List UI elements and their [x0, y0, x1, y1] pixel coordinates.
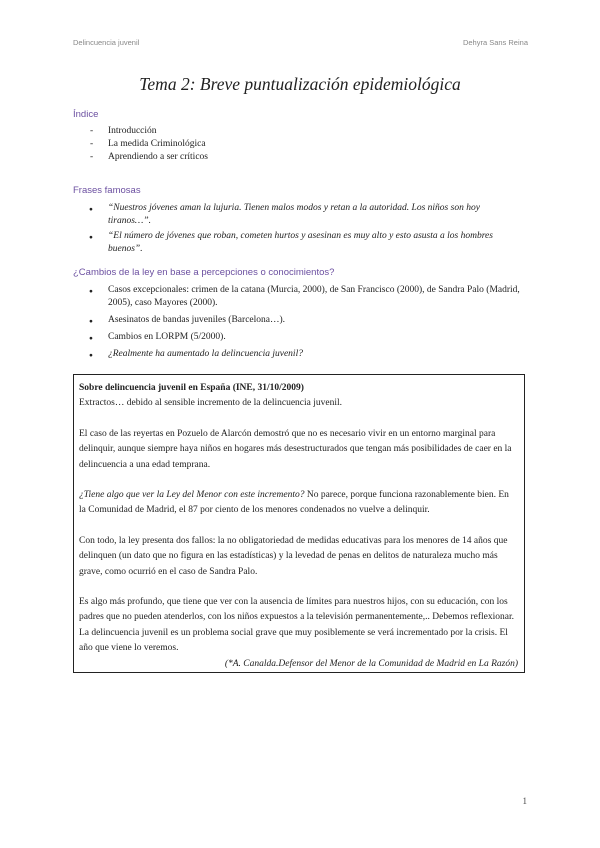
frases-list	[90, 202, 520, 256]
frases-heading: Frases famosas	[73, 185, 141, 196]
list-item: - Introducción	[90, 125, 530, 138]
cambios-list	[90, 284, 530, 361]
list-item: ● ¿Realmente ha aumentado la delincuencia juvenil?	[90, 348, 530, 361]
box-intro: Extractos… debido al sensible incremento de la delincuencia juvenil.	[79, 398, 343, 409]
page-title: Tema 2: Breve puntualización epidemiológica	[139, 74, 461, 94]
quote-box	[73, 374, 525, 673]
box-paragraph	[79, 488, 518, 519]
list-item: ● Casos excepcionales: crimen de la catana (Murcia, 2000), de San Francisco (2000), de Sandra Palo (Madrid, 2005), caso Mayores (2000).	[90, 284, 530, 310]
list-item: - La medida Criminológica	[90, 138, 530, 151]
box-paragraph: Es algo más profundo, que tiene que ver con la ausencia de límites para nuestros hijos, con su educación, con los padres que no pueden atenderlos, con los niños expuestos a la televisión permanentemente,.. Debemos reflexionar. La delincuencia juvenil es un problema social grave que muy posiblemente se verá incrementado por la crisis. El año que viene lo veremos.	[79, 597, 515, 654]
list-item: ● “Nuestros jóvenes aman la lujuria. Tienen malos modos y retan a la autoridad. Los niños son hoy tiranos…”.	[90, 202, 520, 228]
list-item: - Aprendiendo a ser críticos	[90, 151, 530, 164]
page-number: 1	[522, 796, 527, 806]
box-signature: (*A. Canalda.Defensor del Menor de la Comunidad de Madrid en La Razón)	[224, 658, 518, 669]
box-paragraph: El caso de las reyertas en Pozuelo de Alarcón demostró que no es necesario vivir en un entorno marginal para delinquir, aunque siempre haya niños en hogares más desestructurados que tengan más posibilidades de caer en la delincuencia a una edad temprana.	[79, 428, 512, 470]
box-paragraph: Con todo, la ley presenta dos fallos: la no obligatoriedad de medidas educativas para los menores de 14 años que delinquen (un dato que no figura en las estadísticas) y la levedad de penas en delitos de naturaleza mucho más grave, como ocurrió en el caso de Sandra Palo.	[79, 535, 508, 577]
running-header-left: Delincuencia juvenil	[73, 38, 140, 47]
box-heading: Sobre delincuencia juvenil en España (INE, 31/10/2009)	[79, 383, 304, 393]
list-item: ● Cambios en LORPM (5/2000).	[90, 331, 530, 344]
list-item: ● “El número de jóvenes que roban, cometen hurtos y asesinan es muy alto y esto asusta a los hombres buenos”.	[90, 230, 520, 256]
box-answer: No parece, porque funciona razonablemente bien. En la Comunidad de Madrid, el 87 por ciento de los menores condenados no vuelve a delinquir.	[79, 490, 509, 516]
list-item: ● Asesinatos de bandas juveniles (Barcelona…).	[90, 314, 530, 327]
cambios-heading: ¿Cambios de la ley en base a percepciones o conocimientos?	[73, 267, 335, 278]
indice-heading: Índice	[73, 109, 99, 120]
running-header-right: Dehyra Sans Reina	[462, 38, 528, 47]
indice-list	[90, 125, 530, 164]
box-question: ¿Tiene algo que ver la Ley del Menor con este incremento?	[79, 490, 305, 501]
